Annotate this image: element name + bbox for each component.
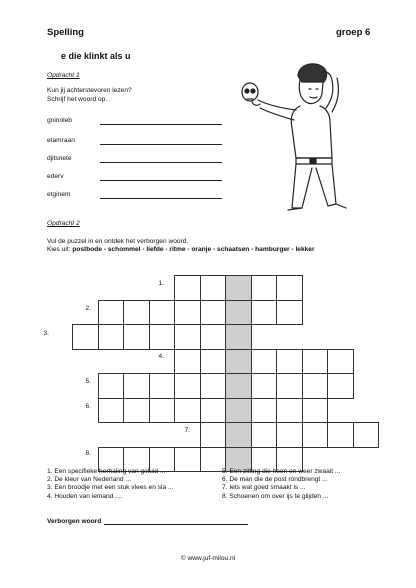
clues-left [47, 468, 173, 501]
hidden-word-cell[interactable] [225, 422, 252, 448]
row-number: 1. [158, 280, 164, 287]
reversed-word: ederv [47, 173, 64, 180]
clue: 5. Een zitting die heen en weer zwaait ... [222, 468, 341, 475]
footer-credit: © www.juf-milou.nl [180, 555, 236, 562]
row-number: 2. [85, 305, 91, 312]
row-number: 4. [158, 353, 164, 360]
hidden-word-line[interactable] [104, 524, 248, 525]
puzzle-cell[interactable] [251, 373, 278, 399]
choose-label: Kies uit: [47, 246, 71, 253]
puzzle-cell[interactable] [174, 373, 201, 399]
row-number: 7. [184, 427, 190, 434]
reversed-word: gninoleb [47, 117, 72, 124]
opdracht2-heading: Opdracht 2 [47, 220, 80, 227]
hidden-word-cell[interactable] [225, 324, 252, 350]
puzzle-cell[interactable] [327, 373, 354, 399]
puzzle-cell[interactable] [123, 300, 150, 326]
reversed-word: etamraan [47, 137, 75, 144]
hidden-word-cell[interactable] [225, 349, 252, 375]
row-number: 8. [85, 450, 91, 457]
puzzle-cell[interactable] [174, 300, 201, 326]
puzzle-cell[interactable] [353, 422, 380, 448]
clue: 3. Een broodje met een stuk vlees en sla ... [47, 484, 174, 492]
puzzle-cell[interactable] [149, 398, 176, 424]
grade-label: groep 6 [336, 27, 371, 38]
row-number: 6. [85, 403, 91, 410]
puzzle-cell[interactable] [72, 324, 99, 350]
puzzle-cell[interactable] [251, 275, 278, 301]
puzzle-cell[interactable] [98, 324, 125, 350]
puzzle-cell[interactable] [251, 398, 278, 424]
puzzle-cell[interactable] [123, 398, 150, 424]
clues-right [222, 468, 340, 501]
puzzle-cell[interactable] [174, 324, 201, 350]
opdracht1-heading: Opdracht 1 [47, 72, 80, 79]
puzzle-cell[interactable] [174, 447, 201, 473]
word-choices [47, 246, 315, 254]
puzzle-cell[interactable] [174, 275, 201, 301]
puzzle-cell[interactable] [276, 422, 303, 448]
puzzle-cell[interactable] [98, 398, 125, 424]
puzzle-cell[interactable] [327, 349, 354, 375]
answer-line[interactable] [100, 144, 222, 145]
puzzle-cell[interactable] [200, 275, 227, 301]
clue: 8. Schoenen om over ijs te glijden ... [222, 492, 329, 500]
clue: 4. Houden van iemand .... [47, 492, 123, 500]
puzzle-cell[interactable] [174, 398, 201, 424]
puzzle-cell[interactable] [200, 373, 227, 399]
puzzle-cell[interactable] [149, 300, 176, 326]
clue: 1. Een specifieke herhaling van geluid ... [47, 468, 166, 475]
puzzle-cell[interactable] [276, 373, 303, 399]
row-number: 5. [85, 378, 91, 385]
puzzle-cell[interactable] [302, 373, 329, 399]
puzzle-cell[interactable] [251, 422, 278, 448]
hidden-word-cell[interactable] [225, 275, 252, 301]
puzzle-cell[interactable] [276, 300, 303, 326]
opdracht2-instruction: Vul de puzzel in en ontdek het verborgen woord. [47, 238, 189, 245]
hidden-word-label: Verborgen woord [47, 518, 102, 525]
puzzle-cell[interactable] [276, 349, 303, 375]
hidden-word-cell[interactable] [225, 373, 252, 399]
answer-line[interactable] [100, 162, 222, 163]
puzzle-cell[interactable] [200, 300, 227, 326]
clue: 6. De man die de post rondbrengt ... [222, 476, 328, 484]
clue: 7. Iets wat goed smaakt is ... [222, 484, 306, 492]
answer-line[interactable] [100, 124, 222, 125]
puzzle-cell[interactable] [276, 275, 303, 301]
puzzle-cell[interactable] [200, 398, 227, 424]
puzzle-cell[interactable] [302, 398, 329, 424]
puzzle-cell[interactable] [98, 373, 125, 399]
worksheet-title: e die klinkt als u [61, 51, 131, 61]
puzzle-cell[interactable] [149, 373, 176, 399]
reversed-word: etginem [47, 191, 71, 198]
puzzle-cell[interactable] [251, 349, 278, 375]
puzzle-cell[interactable] [251, 300, 278, 326]
hidden-word-cell[interactable] [225, 398, 252, 424]
clue: 2. De kleur van Nederland ... [47, 476, 131, 484]
opdracht1-instruction-1: Kun jij achterstevoren lezen? [47, 87, 132, 94]
puzzle-cell[interactable] [327, 422, 354, 448]
subject-title: Spelling [47, 27, 84, 38]
puzzle-cell[interactable] [200, 324, 227, 350]
puzzle-cell[interactable] [302, 349, 329, 375]
answer-line[interactable] [100, 198, 222, 199]
hidden-word-cell[interactable] [225, 300, 252, 326]
puzzle-cell[interactable] [200, 422, 227, 448]
answer-line[interactable] [100, 180, 222, 181]
puzzle-cell[interactable] [149, 324, 176, 350]
row-number: 3. [43, 330, 49, 337]
puzzle-cell[interactable] [98, 300, 125, 326]
puzzle-cell[interactable] [123, 324, 150, 350]
puzzle-cell[interactable] [200, 349, 227, 375]
puzzle-cell[interactable] [174, 349, 201, 375]
puzzle-cell[interactable] [123, 373, 150, 399]
puzzle-cell[interactable] [302, 422, 329, 448]
opdracht1-instruction-2: Schrijf het woord op. [47, 96, 108, 103]
boy-holding-skull-illustration [236, 58, 364, 216]
choices-list: postbode - schommel - liefde - ritme - oranje - schaatsen - hamburger - lekker [72, 246, 315, 253]
puzzle-cell[interactable] [276, 398, 303, 424]
reversed-word: djitsnete [47, 155, 72, 162]
